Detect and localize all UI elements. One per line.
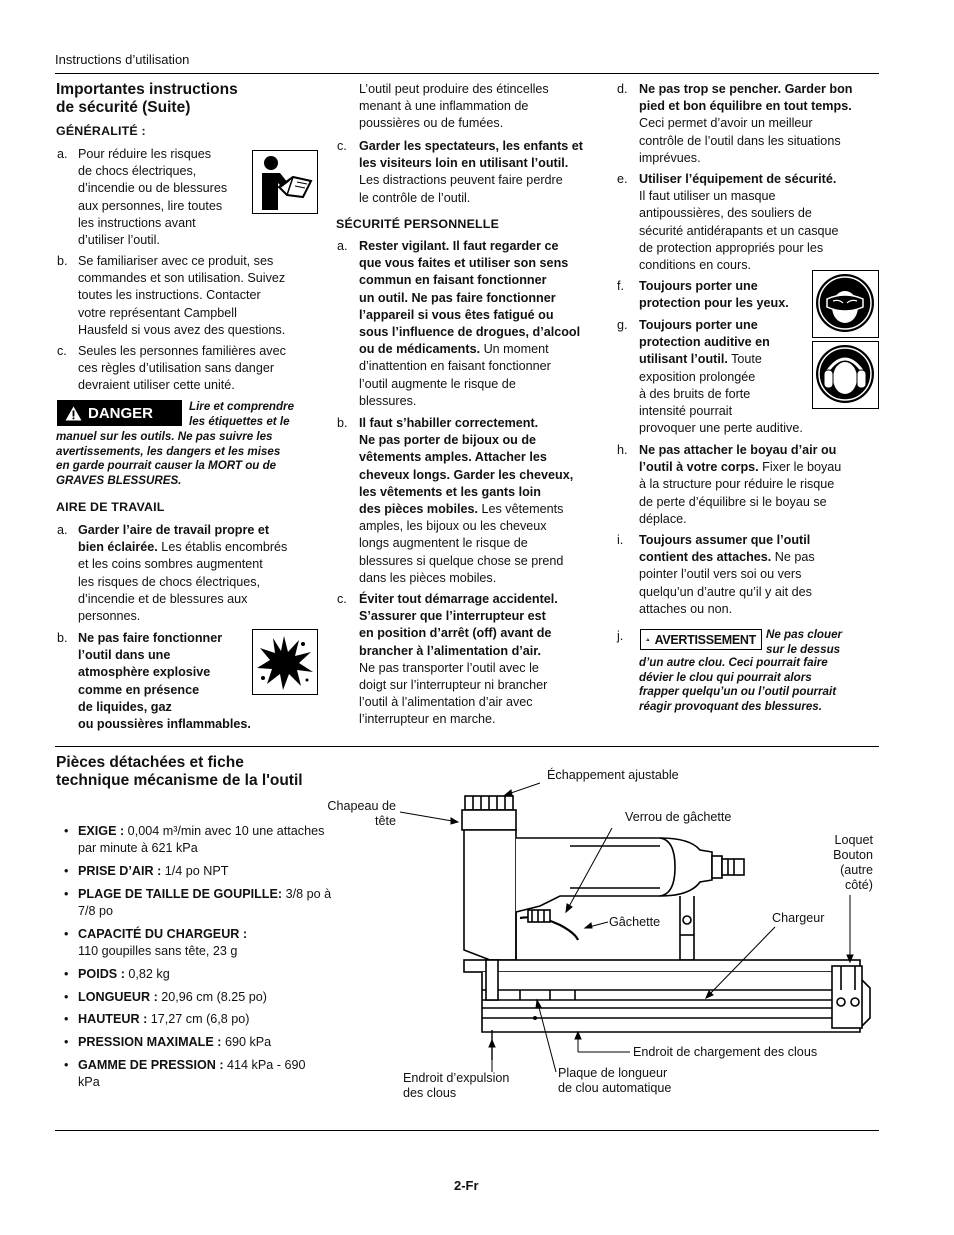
line: (autre bbox=[840, 863, 873, 877]
explosion-icon bbox=[252, 629, 318, 695]
line: Loquet bbox=[834, 833, 873, 847]
line: poussières ou de fumées. bbox=[359, 116, 504, 131]
work-a-marker: a. bbox=[57, 523, 68, 537]
label-nail-exit bbox=[403, 1071, 509, 1101]
personal-b-marker: b. bbox=[337, 416, 348, 430]
line: attaches ou non. bbox=[639, 601, 733, 616]
bottom-rule bbox=[55, 1130, 879, 1131]
line: l’outil à l’alimentation d’air avec bbox=[359, 695, 533, 710]
label-exhaust: Échappement ajustable bbox=[547, 768, 679, 782]
personal-c-marker: c. bbox=[337, 592, 347, 606]
personal-safety-heading: SÉCURITÉ PERSONNELLE bbox=[336, 217, 500, 231]
line: Seules les personnes familières avec bbox=[78, 344, 286, 358]
personal-a-marker: a. bbox=[337, 239, 348, 253]
hearing-protection-icon bbox=[812, 341, 879, 409]
line: Plaque de longueur bbox=[558, 1066, 668, 1080]
line: provoquer une perte auditive. bbox=[639, 421, 803, 436]
spec-value: 0,004 m³/min avec 10 une attaches bbox=[124, 824, 325, 838]
bold-line: Il faut s’habiller correctement. bbox=[359, 416, 539, 430]
line: Ceci permet d’avoir un meilleur bbox=[639, 116, 813, 131]
label-head-cap bbox=[310, 799, 396, 829]
bold-line: Toujours porter une bbox=[639, 279, 758, 293]
work-b-marker: b. bbox=[57, 631, 68, 645]
bold-line: contient des attaches. bbox=[639, 550, 772, 565]
bold-line: Toujours assumer que l’outil bbox=[639, 533, 811, 547]
line: Ne pas clouer bbox=[766, 628, 843, 641]
spec-key: PRISE D’AIR : bbox=[78, 864, 162, 878]
line: commandes et son utilisation. Suivez bbox=[78, 271, 286, 286]
line: Endroit d’expulsion bbox=[403, 1071, 510, 1085]
line: blessures. bbox=[359, 393, 417, 408]
spec-item bbox=[64, 886, 364, 920]
line: Lire et comprendre bbox=[189, 400, 295, 413]
line: dans les pièces mobiles. bbox=[359, 570, 497, 585]
line: les risques de chocs électriques, bbox=[78, 574, 261, 589]
line: les instructions avant bbox=[78, 215, 196, 230]
label-trigger-lock: Verrou de gâchette bbox=[625, 810, 732, 824]
bold-line: en position d’arrêt (off) avant de bbox=[359, 626, 552, 641]
line: à des bruits de forte bbox=[639, 386, 751, 401]
work-a-text bbox=[78, 522, 328, 625]
line: des clous bbox=[403, 1086, 457, 1100]
line-rest: Les vêtements bbox=[478, 502, 564, 517]
title-line-1: Pièces détachées et fiche bbox=[56, 754, 244, 771]
line: longs augmentent le risque de bbox=[359, 536, 528, 551]
col3-h-text bbox=[639, 442, 884, 528]
line-rest: Toute bbox=[727, 352, 762, 367]
line: Chapeau de bbox=[327, 799, 396, 813]
spec-value-2: kPa bbox=[78, 1075, 100, 1089]
col3-g-marker: g. bbox=[617, 318, 628, 332]
section-divider bbox=[55, 746, 879, 747]
spec-key: GAMME DE PRESSION : bbox=[78, 1058, 224, 1072]
line: ou poussières inflammables. bbox=[78, 717, 251, 732]
spec-item bbox=[64, 926, 364, 960]
bold-line: utilisant l’outil. bbox=[639, 352, 728, 367]
line: et les coins sombres augmentent bbox=[78, 557, 263, 572]
line: toutes les instructions. Contacter bbox=[78, 288, 261, 303]
spec-value: 20,96 cm (8.25 po) bbox=[157, 990, 267, 1004]
spec-item bbox=[64, 1011, 364, 1028]
bold-line: Éviter tout démarrage accidentel. bbox=[359, 592, 558, 606]
bold-line: commun en faisant fonctionner bbox=[359, 273, 547, 288]
general-a-text bbox=[78, 146, 258, 249]
line: d’un autre clou. Ceci pourrait faire bbox=[639, 656, 828, 669]
personal-b-text bbox=[359, 415, 609, 587]
line: de perte d’équilibre si le boyau se bbox=[639, 494, 827, 509]
bold-line: les visiteurs loin en utilisant l’outil. bbox=[359, 156, 569, 171]
line-rest: Ne pas bbox=[771, 550, 815, 565]
bold-line: S’assurer que l’interrupteur est bbox=[359, 609, 546, 624]
line: réagir provoquant des blessures. bbox=[639, 699, 822, 713]
col3-d-text bbox=[639, 81, 884, 167]
bold-line: ou de médicaments. bbox=[359, 342, 481, 357]
col3-d-marker: d. bbox=[617, 82, 628, 96]
bold-line: Utiliser l’équipement de sécurité. bbox=[639, 172, 837, 186]
spec-value-2: 7/8 po bbox=[78, 904, 114, 918]
line-rest: Fixer le boyau bbox=[758, 460, 842, 475]
line: sécurité antidérapants et un casque bbox=[639, 223, 839, 238]
line: en garde pourrait causer la MORT ou de bbox=[56, 459, 277, 473]
line: dévier le clou qui pourrait alors bbox=[639, 670, 812, 684]
general-a-marker: a. bbox=[57, 147, 68, 161]
danger-label bbox=[57, 400, 182, 426]
line: d’utiliser l’outil. bbox=[78, 233, 160, 248]
line: de protection appropriés pour les bbox=[639, 240, 824, 255]
spec-value: 690 kPa bbox=[221, 1035, 272, 1049]
line: de clou automatique bbox=[558, 1081, 672, 1095]
personal-c-text bbox=[359, 591, 609, 729]
spec-value: 1/4 po NPT bbox=[161, 864, 229, 878]
bold-line: bien éclairée. bbox=[78, 540, 158, 555]
line: l’outil augmente le risque de bbox=[359, 376, 516, 391]
danger-side-text bbox=[189, 400, 319, 429]
read-manual-icon bbox=[252, 150, 318, 214]
warning-triangle-icon bbox=[65, 406, 82, 421]
line: quelqu’un d’autre qu’il y ait des bbox=[639, 584, 812, 599]
danger-text: DANGER bbox=[88, 404, 154, 422]
label-loading-area: Endroit de chargement des clous bbox=[633, 1045, 818, 1059]
line: Se familiariser avec ce produit, ses bbox=[78, 254, 274, 268]
line: ces règles d’utilisation sans danger bbox=[78, 361, 275, 376]
spec-key: HAUTEUR : bbox=[78, 1012, 148, 1026]
line: Il faut utiliser un masque bbox=[639, 189, 776, 204]
line: l’outil dans une bbox=[78, 648, 171, 663]
spec-item bbox=[64, 989, 364, 1006]
bold-line: que vous faites et utiliser son sens bbox=[359, 256, 569, 271]
line: Pour réduire les risques bbox=[78, 147, 211, 161]
line: menant à une inflammation de bbox=[359, 99, 529, 114]
line-rest: Les établis encombrés bbox=[157, 540, 288, 555]
line: d’inattention en faisant fonctionner bbox=[359, 359, 551, 374]
line: d’incendie ou de blessures bbox=[78, 181, 228, 196]
line: GRAVES BLESSURES. bbox=[56, 473, 182, 487]
general-c-text bbox=[78, 343, 328, 395]
general-heading: GÉNÉRALITÉ : bbox=[56, 124, 146, 138]
spec-value: 3/8 po à bbox=[282, 887, 332, 901]
line: d’incendie et de blessures aux bbox=[78, 591, 248, 606]
line: imprévues. bbox=[639, 150, 701, 165]
title-line-2: technique mécanisme de la l'outil bbox=[56, 772, 303, 789]
label-trigger: Gâchette bbox=[609, 915, 661, 929]
line: frapper quelqu’un ou l’outil pourrait bbox=[639, 685, 837, 699]
spec-key: LONGUEUR : bbox=[78, 990, 158, 1004]
line: personnes. bbox=[78, 609, 141, 624]
running-title: Instructions d’utilisation bbox=[55, 52, 190, 67]
line: tête bbox=[374, 814, 396, 828]
label-magazine: Chargeur bbox=[772, 911, 825, 925]
bold-line: des pièces mobiles. bbox=[359, 502, 478, 517]
general-b-marker: b. bbox=[57, 254, 68, 268]
spec-key: POIDS : bbox=[78, 967, 125, 981]
bold-line: Rester vigilant. Il faut regarder ce bbox=[359, 239, 559, 253]
bold-line: Garder l’aire de travail propre et bbox=[78, 523, 270, 537]
bold-line: les vêtements et les gants loin bbox=[359, 484, 541, 499]
line: devraient utiliser cette unité. bbox=[78, 378, 235, 393]
bold-line: Toujours porter une bbox=[639, 318, 758, 332]
line: Les distractions peuvent faire perdre bbox=[359, 173, 563, 188]
spec-item bbox=[64, 1034, 364, 1051]
spec-item bbox=[64, 1057, 364, 1091]
top-rule bbox=[55, 73, 879, 74]
spec-value: 414 kPa - 690 bbox=[223, 1058, 306, 1072]
spec-key: PLAGE DE TAILLE DE GOUPILLE: bbox=[78, 887, 283, 901]
warning-side-text bbox=[766, 628, 886, 657]
warning-triangle-icon bbox=[646, 633, 650, 646]
line: conditions en cours. bbox=[639, 258, 752, 273]
bold-line: Ne pas porter de bijoux ou de bbox=[359, 433, 537, 448]
col3-h-marker: h. bbox=[617, 443, 628, 457]
bold-line: vêtements amples. Attacher les bbox=[359, 450, 547, 465]
label-latch-button bbox=[800, 833, 873, 893]
spec-key: PRESSION MAXIMALE : bbox=[78, 1035, 222, 1049]
work-b-text bbox=[78, 630, 278, 733]
bold-line: l’outil à votre corps. bbox=[639, 460, 759, 475]
line: Hausfeld si vous avez des questions. bbox=[78, 322, 286, 337]
line: déplace. bbox=[639, 511, 687, 526]
line: pointer l’outil vers soi ou vers bbox=[639, 567, 802, 582]
danger-body-text bbox=[56, 430, 326, 488]
bold-line: Ne pas trop se pencher. Garder bon bbox=[639, 82, 853, 96]
bold-line: protection auditive en bbox=[639, 335, 770, 350]
warning-label bbox=[640, 629, 762, 650]
bold-line: protection pour les yeux. bbox=[639, 296, 789, 311]
line: l’interrupteur en marche. bbox=[359, 712, 496, 727]
line: comme en présence bbox=[78, 682, 200, 697]
line: votre représentant Campbell bbox=[78, 305, 237, 320]
line: doigt sur l’interrupteur ni brancher bbox=[359, 678, 548, 693]
warning-text: AVERTISSEMENT bbox=[654, 632, 756, 647]
spec-value-2: 110 goupilles sans tête, 23 g bbox=[78, 944, 238, 958]
bold-line: sous l’influence de drogues, d’alcool bbox=[359, 325, 581, 340]
warning-body-text bbox=[639, 656, 884, 714]
line: exposition prolongée bbox=[639, 369, 756, 384]
bold-line: cheveux longs. Garder les cheveux, bbox=[359, 467, 574, 482]
line: Ne pas transporter l’outil avec le bbox=[359, 660, 539, 675]
line: L’outil peut produire des étincelles bbox=[359, 82, 549, 96]
col3-f-marker: f. bbox=[617, 279, 624, 293]
col3-e-marker: e. bbox=[617, 172, 628, 186]
bold-line: un outil. Ne pas faire fonctionner bbox=[359, 290, 556, 305]
line: antipoussières, des souliers de bbox=[639, 206, 812, 221]
line: de chocs électriques, bbox=[78, 164, 197, 179]
title-line-2: de sécurité (Suite) bbox=[56, 99, 191, 116]
title-line-1: Importantes instructions bbox=[56, 81, 238, 98]
line: manuel sur les outils. Ne pas suivre les bbox=[56, 430, 273, 443]
page-number: 2-Fr bbox=[454, 1178, 479, 1193]
spec-value: 17,27 cm (6,8 po) bbox=[147, 1012, 250, 1026]
col3-i-text bbox=[639, 532, 884, 618]
col2-continued-text bbox=[359, 81, 609, 133]
line: Ne pas faire fonctionner bbox=[78, 631, 223, 645]
section-title-parts bbox=[56, 754, 303, 790]
general-b-text bbox=[78, 253, 328, 339]
line: contrôle de l’outil dans les situations bbox=[639, 133, 841, 148]
work-area-heading: AIRE DE TRAVAIL bbox=[56, 500, 165, 514]
col3-e-text bbox=[639, 171, 884, 274]
line: Bouton bbox=[833, 848, 873, 862]
spec-value-2: par minute à 621 kPa bbox=[78, 841, 198, 855]
section-title-safety bbox=[56, 81, 238, 117]
col3-i-marker: i. bbox=[617, 533, 624, 547]
bold-line: Garder les spectateurs, les enfants et bbox=[359, 139, 583, 153]
bold-line: Ne pas attacher le boyau d’air ou bbox=[639, 443, 837, 457]
line: les étiquettes et le bbox=[189, 414, 290, 428]
bold-line: brancher à l’alimentation d’air. bbox=[359, 643, 541, 658]
col2-c-text bbox=[359, 138, 609, 207]
line: blessures si quelque chose se prend bbox=[359, 553, 564, 568]
line: intensité pourrait bbox=[639, 404, 733, 419]
bold-line: pied et bon équilibre en tout temps. bbox=[639, 99, 852, 114]
label-length-plate bbox=[558, 1066, 671, 1096]
line: le contrôle de l’outil. bbox=[359, 190, 471, 205]
line: atmosphère explosive bbox=[78, 665, 211, 680]
bold-line: l’appareil si vous êtes fatigué ou bbox=[359, 307, 554, 322]
spec-item bbox=[64, 966, 364, 983]
general-c-marker: c. bbox=[57, 344, 67, 358]
personal-a-text bbox=[359, 238, 609, 410]
spec-key: CAPACITÉ DU CHARGEUR : bbox=[78, 927, 248, 941]
line: amples, les bijoux ou les cheveux bbox=[359, 519, 547, 534]
line: sur le dessus bbox=[766, 642, 841, 656]
col2-c-marker: c. bbox=[337, 139, 347, 153]
line: aux personnes, lire toutes bbox=[78, 198, 223, 213]
line: à la structure pour réduire le risque bbox=[639, 477, 835, 492]
col3-j-marker: j. bbox=[617, 629, 624, 643]
line: de liquides, gaz bbox=[78, 699, 172, 714]
spec-key: EXIGE : bbox=[78, 824, 125, 838]
line-rest: Un moment bbox=[480, 342, 549, 357]
spec-item bbox=[64, 863, 364, 880]
spec-value: 0,82 kg bbox=[124, 967, 170, 981]
line: côté) bbox=[845, 878, 873, 892]
line: avertissements, les dangers et les mises bbox=[56, 444, 281, 458]
col3-f-text bbox=[639, 278, 819, 312]
